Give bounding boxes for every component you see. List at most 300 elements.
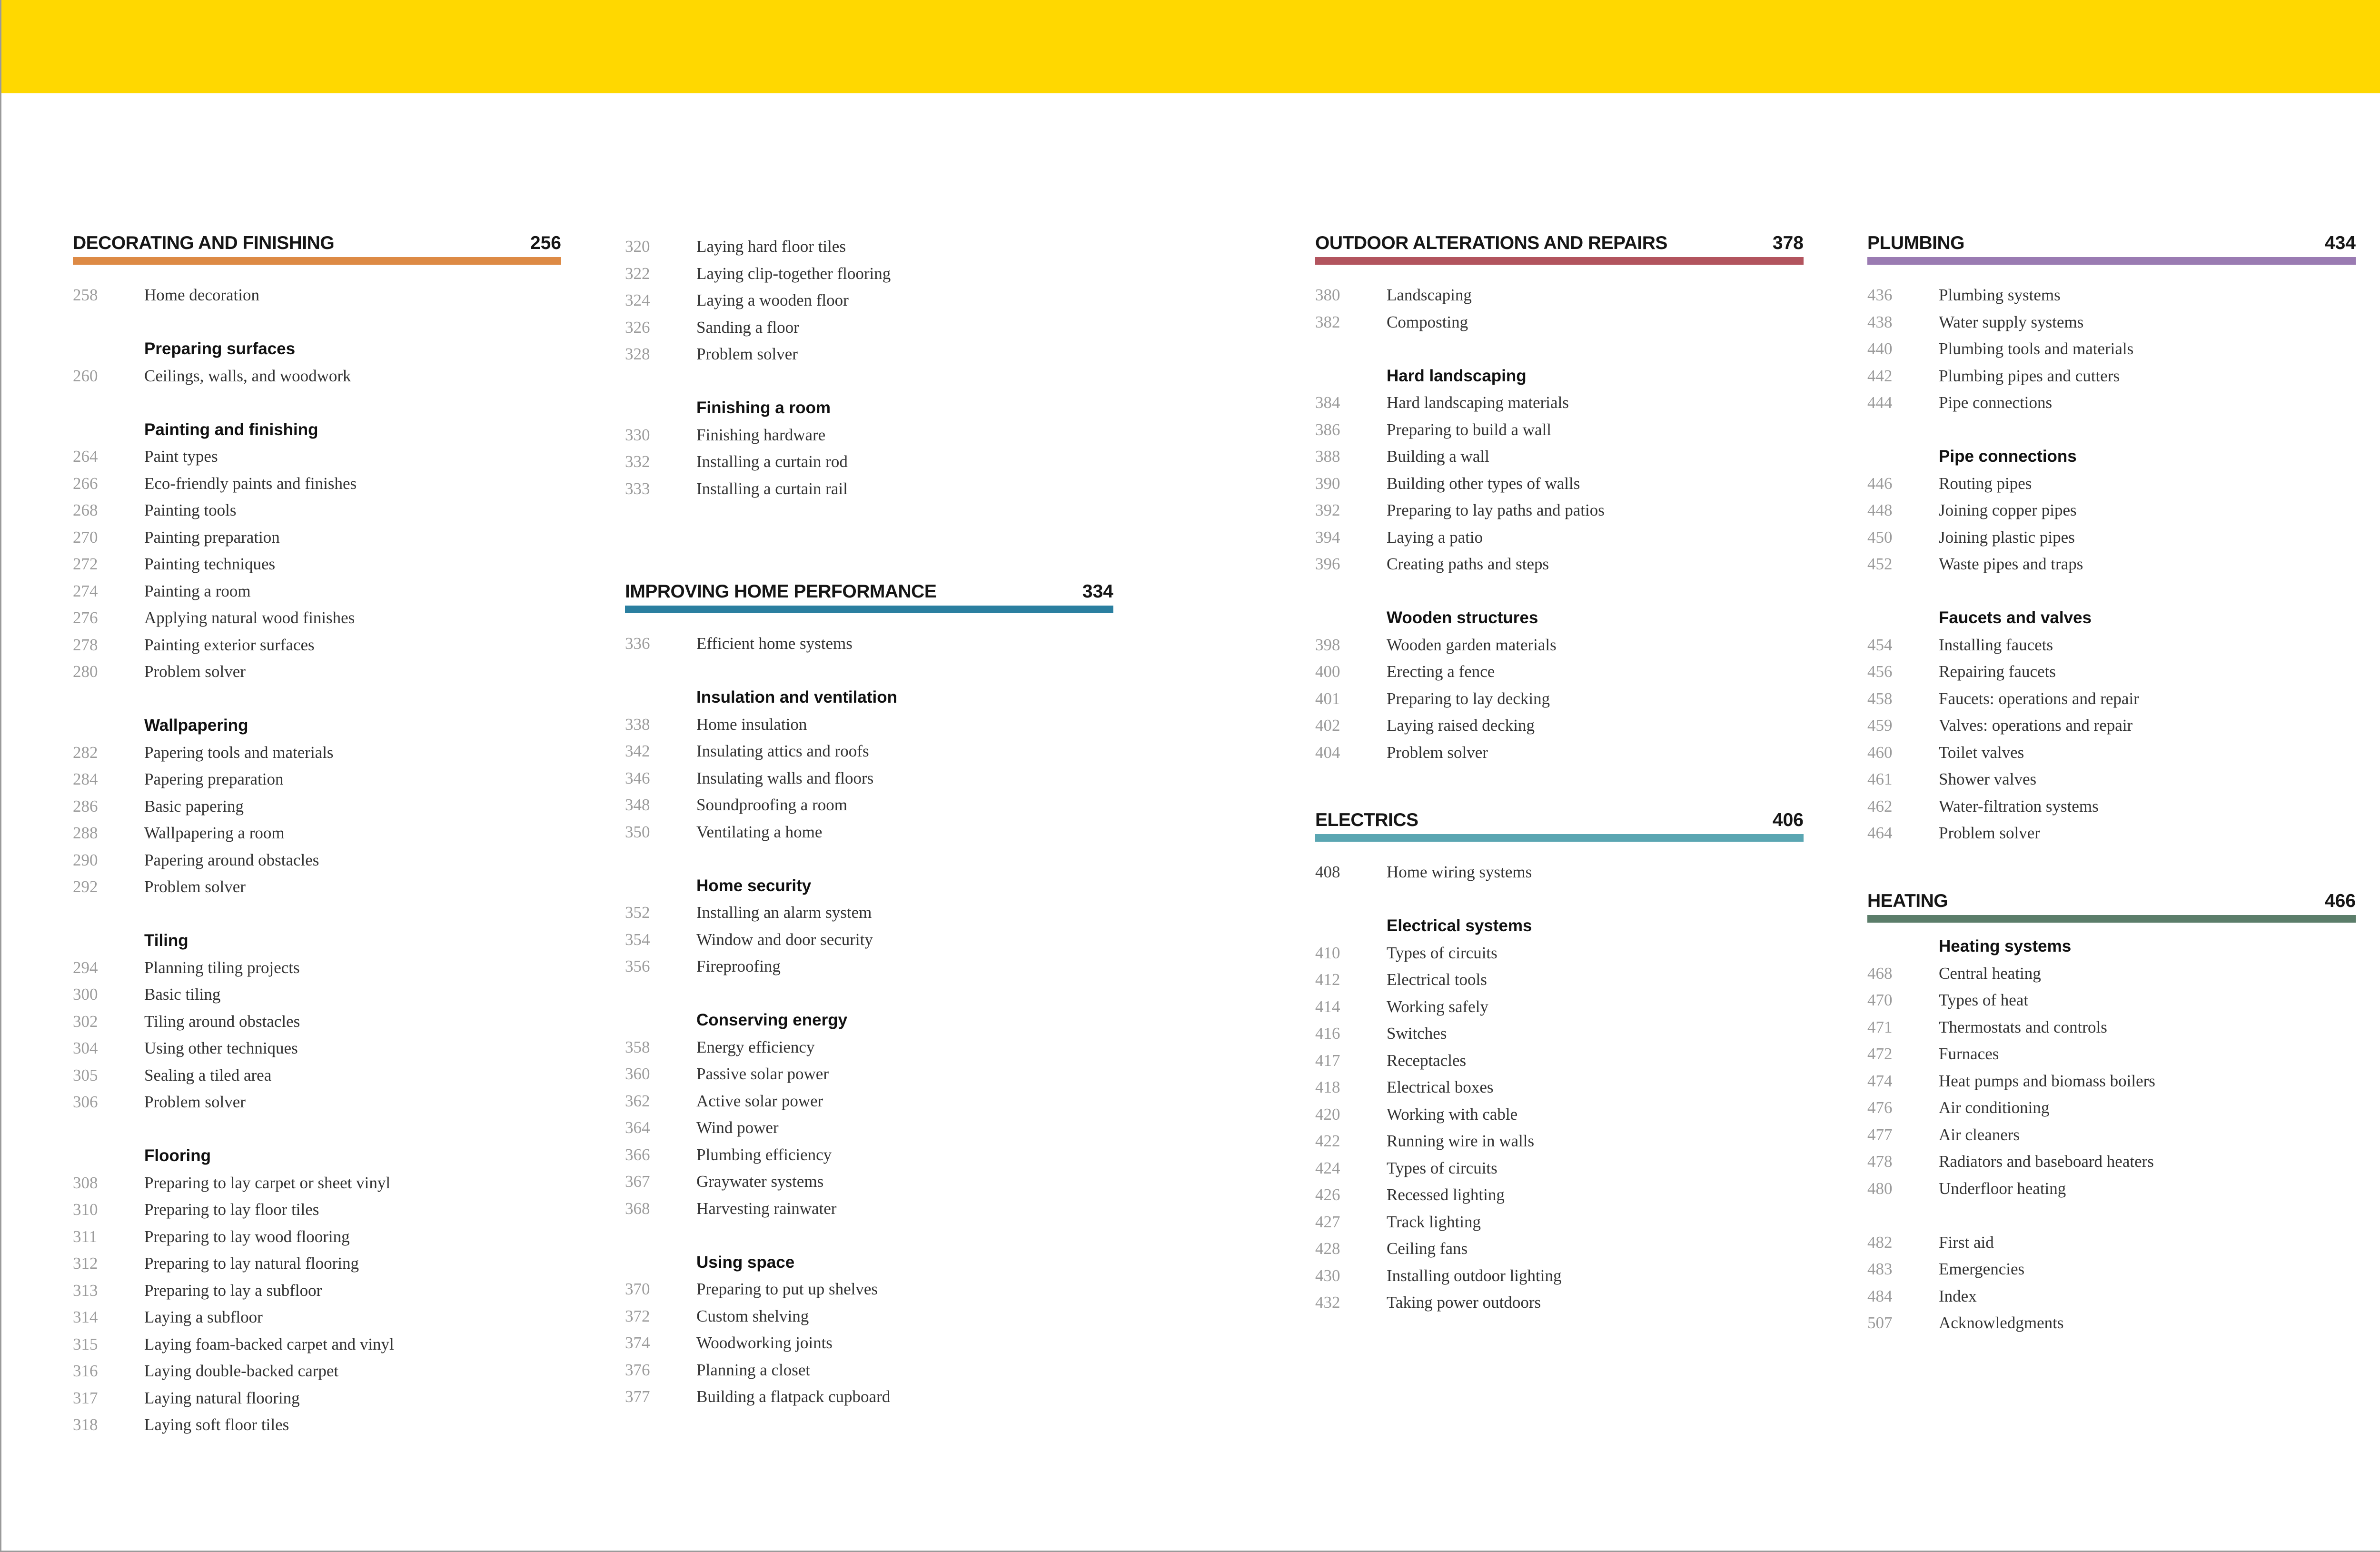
toc-entry[interactable]	[1867, 389, 2356, 417]
toc-entry[interactable]	[1315, 417, 1804, 444]
page-number: 258	[73, 286, 98, 305]
page-number: 396	[1315, 555, 1340, 574]
page-number: 342	[625, 742, 650, 761]
toc-entry[interactable]	[1867, 793, 2356, 820]
page-number: 272	[73, 555, 98, 574]
toc-entry[interactable]	[1867, 960, 2356, 987]
page-number: 260	[73, 366, 98, 385]
toc-entry[interactable]	[1315, 470, 1804, 497]
section-header-electrics	[1315, 806, 1804, 842]
toc-entry[interactable]	[1867, 1068, 2356, 1095]
toc-entry[interactable]	[1867, 1256, 2356, 1283]
entry-title: Papering tools and materials	[144, 743, 334, 762]
toc-entry[interactable]	[625, 926, 1113, 954]
entry-title: Track lighting	[1387, 1212, 1481, 1231]
page-number: 304	[73, 1039, 98, 1058]
toc-entry[interactable]	[73, 578, 561, 605]
entry-title: Working with cable	[1387, 1104, 1518, 1124]
entry-title: Papering preparation	[144, 770, 284, 789]
toc-entry[interactable]	[1867, 1229, 2356, 1256]
entry-title: Installing a curtain rod	[696, 452, 848, 471]
toc-entry[interactable]	[1867, 632, 2356, 659]
toc-entry[interactable]	[1315, 309, 1804, 336]
entry-title: Paint types	[144, 447, 218, 466]
toc-entry[interactable]	[1867, 820, 2356, 847]
subsection-heading: Home security	[696, 876, 812, 895]
page-number: 280	[73, 662, 98, 681]
entry-title: Joining plastic pipes	[1939, 527, 2075, 547]
entry-title: Installing an alarm system	[696, 903, 872, 922]
page-number: 313	[73, 1281, 98, 1300]
entry-title: Painting tools	[144, 501, 237, 520]
toc-entry[interactable]	[625, 287, 1113, 314]
entry-title: Laying foam-backed carpet and vinyl	[144, 1334, 394, 1353]
toc-entry[interactable]	[73, 1385, 561, 1412]
toc-entry[interactable]	[1867, 766, 2356, 793]
subsection-heading: Insulation and ventilation	[696, 688, 897, 707]
toc-entry[interactable]	[1867, 1310, 2356, 1337]
page-number: 264	[73, 447, 98, 466]
toc-entry[interactable]	[625, 765, 1113, 792]
toc-entry[interactable]	[73, 981, 561, 1008]
page-number: 290	[73, 850, 98, 869]
toc-entry[interactable]	[1315, 524, 1804, 551]
toc-entry[interactable]	[1315, 994, 1804, 1021]
page-number: 282	[73, 743, 98, 762]
toc-entry[interactable]	[1315, 551, 1804, 578]
toc-entry[interactable]	[1315, 1101, 1804, 1128]
entry-title: Erecting a fence	[1387, 662, 1495, 681]
page-number: 424	[1315, 1158, 1340, 1177]
entry-title: Using other techniques	[144, 1039, 298, 1058]
page-number: 377	[625, 1387, 650, 1406]
toc-entry[interactable]	[73, 282, 561, 309]
toc-entry[interactable]	[1867, 686, 2356, 713]
page-number: 398	[1315, 635, 1340, 654]
entry-title: Composting	[1387, 312, 1468, 331]
page-number: 438	[1867, 312, 1893, 331]
toc-entry[interactable]	[1315, 1128, 1804, 1155]
toc-entry[interactable]	[625, 1168, 1113, 1195]
page-number: 482	[1867, 1233, 1893, 1252]
subsection-heading: Preparing surfaces	[144, 339, 296, 358]
entry-title: Preparing to lay floor tiles	[144, 1200, 319, 1219]
entry-title: Problem solver	[144, 1093, 246, 1112]
section-title: OUTDOOR ALTERATIONS AND REPAIRS	[1315, 233, 1667, 253]
page-number: 311	[73, 1227, 98, 1246]
toc-entry[interactable]	[625, 476, 1113, 503]
page-number: 427	[1315, 1212, 1340, 1231]
entry-title: Woodworking joints	[696, 1333, 833, 1353]
entry-title: Faucets: operations and repair	[1939, 689, 2139, 708]
toc-entry[interactable]	[625, 738, 1113, 765]
entry-title: Taking power outdoors	[1387, 1293, 1541, 1312]
toc-entry[interactable]	[73, 363, 561, 390]
entry-title: Ceilings, walls, and woodwork	[144, 366, 351, 385]
page-number: 352	[625, 903, 650, 922]
page-number: 292	[73, 877, 98, 896]
toc-entry[interactable]	[625, 314, 1113, 341]
toc-entry[interactable]	[1867, 336, 2356, 363]
entry-title: Wind power	[696, 1118, 779, 1137]
entry-title: Finishing hardware	[696, 425, 826, 444]
entry-title: Central heating	[1939, 964, 2041, 983]
toc-entry[interactable]	[1315, 940, 1804, 967]
entry-title: Laying raised decking	[1387, 716, 1535, 735]
page-number: 322	[625, 264, 650, 283]
page-number: 483	[1867, 1260, 1893, 1279]
subsection-heading: Wallpapering	[144, 716, 248, 735]
toc-entry[interactable]	[1315, 1235, 1804, 1263]
toc-entry[interactable]	[73, 874, 561, 901]
subsection-heading: Heating systems	[1939, 937, 2072, 956]
entry-title: Window and door security	[696, 930, 873, 949]
toc-entry[interactable]	[1867, 987, 2356, 1014]
toc-entry[interactable]	[1315, 282, 1804, 309]
entry-title: Laying natural flooring	[144, 1388, 300, 1407]
toc-entry[interactable]	[625, 630, 1113, 657]
toc-column-2-section	[625, 577, 1113, 1411]
page-number: 480	[1867, 1179, 1893, 1198]
page-number: 436	[1867, 286, 1893, 305]
subsection-heading: Wooden structures	[1387, 608, 1538, 627]
entry-title: Sealing a tiled area	[144, 1065, 272, 1084]
page-number: 382	[1315, 312, 1340, 331]
page-number: 286	[73, 796, 98, 816]
toc-entry[interactable]	[1867, 363, 2356, 390]
toc-entry[interactable]	[625, 233, 1113, 260]
entry-title: Active solar power	[696, 1091, 823, 1110]
page-number: 278	[73, 635, 98, 654]
toc-entry[interactable]	[625, 1088, 1113, 1115]
page-number: 507	[1867, 1313, 1893, 1333]
entry-title: Index	[1939, 1286, 1977, 1305]
page-number: 288	[73, 824, 98, 843]
toc-entry[interactable]	[73, 1250, 561, 1277]
page-number: 326	[625, 318, 650, 337]
toc-entry[interactable]	[1315, 712, 1804, 739]
toc-entry[interactable]	[625, 1276, 1113, 1303]
page-number: 401	[1315, 689, 1340, 708]
page-number: 468	[1867, 964, 1893, 983]
page-number: 305	[73, 1065, 98, 1084]
toc-column-1	[73, 229, 561, 1439]
page-number: 316	[73, 1362, 98, 1381]
page-number: 461	[1867, 770, 1893, 789]
entry-title: Preparing to lay a subfloor	[144, 1281, 322, 1300]
toc-entry[interactable]	[625, 260, 1113, 288]
page-number: 324	[625, 291, 650, 310]
toc-entry[interactable]	[1315, 686, 1804, 713]
entry-title: Preparing to lay carpet or sheet vinyl	[144, 1173, 391, 1192]
page-number: 442	[1867, 366, 1893, 385]
toc-entry[interactable]	[1867, 1122, 2356, 1149]
page-number: 440	[1867, 339, 1893, 358]
entry-title: Air conditioning	[1939, 1098, 2050, 1117]
page-number: 330	[625, 425, 650, 444]
section-title: ELECTRICS	[1315, 810, 1418, 830]
entry-title: Installing outdoor lighting	[1387, 1266, 1562, 1285]
toc-entry[interactable]	[1315, 632, 1804, 659]
page-number: 372	[625, 1306, 650, 1325]
page-number: 300	[73, 985, 98, 1004]
page-number: 394	[1315, 527, 1340, 547]
entry-title: Preparing to lay decking	[1387, 689, 1550, 708]
page-number: 462	[1867, 796, 1893, 816]
toc-entry[interactable]	[73, 1224, 561, 1251]
page-number: 306	[73, 1093, 98, 1112]
toc-entry[interactable]	[1867, 739, 2356, 766]
entry-title: Building a flatpack cupboard	[696, 1387, 891, 1406]
entry-title: Radiators and baseboard heaters	[1939, 1152, 2154, 1171]
page-number: 404	[1315, 743, 1340, 762]
page-number: 471	[1867, 1017, 1893, 1036]
page-number: 432	[1315, 1293, 1340, 1312]
page-number: 302	[73, 1012, 98, 1031]
page-number: 422	[1315, 1132, 1340, 1151]
entry-title: Energy efficiency	[696, 1037, 815, 1056]
entry-title: Pipe connections	[1939, 393, 2053, 412]
subsection-heading: Flooring	[144, 1146, 211, 1165]
toc-entry[interactable]	[625, 1114, 1113, 1142]
toc-entry[interactable]	[625, 953, 1113, 980]
toc-entry[interactable]	[73, 470, 561, 497]
page-number: 470	[1867, 991, 1893, 1010]
entry-title: Basic tiling	[144, 985, 221, 1004]
page-number: 458	[1867, 689, 1893, 708]
toc-entry[interactable]	[73, 605, 561, 632]
page-number: 338	[625, 715, 650, 734]
toc-entry[interactable]	[73, 793, 561, 820]
toc-entry[interactable]	[73, 443, 561, 470]
section-page-number: 466	[2324, 891, 2356, 911]
toc-entry[interactable]	[625, 422, 1113, 449]
section-page-number: 378	[1772, 233, 1804, 253]
page-number: 428	[1315, 1239, 1340, 1258]
toc-entry[interactable]	[625, 1142, 1113, 1169]
entry-title: Switches	[1387, 1024, 1447, 1043]
toc-entry[interactable]	[73, 551, 561, 578]
toc-entry[interactable]	[73, 820, 561, 847]
toc-entry[interactable]	[625, 792, 1113, 819]
toc-entry[interactable]	[1867, 1041, 2356, 1068]
page-number: 308	[73, 1173, 98, 1192]
toc-entry[interactable]	[1867, 470, 2356, 497]
toc-entry[interactable]	[625, 819, 1113, 846]
toc-entry[interactable]	[73, 1035, 561, 1062]
entry-title: Sanding a floor	[696, 318, 799, 337]
page-number: 426	[1315, 1185, 1340, 1204]
toc-entry[interactable]	[1315, 1209, 1804, 1236]
section-header-improving	[625, 577, 1113, 613]
subsection-heading: Pipe connections	[1939, 447, 2077, 466]
page-number: 366	[625, 1145, 650, 1164]
toc-entry[interactable]	[1315, 1182, 1804, 1209]
entry-title: Hard landscaping materials	[1387, 393, 1569, 412]
toc-entry[interactable]	[1867, 497, 2356, 524]
entry-title: Painting exterior surfaces	[144, 635, 315, 654]
entry-title: Building other types of walls	[1387, 474, 1580, 493]
entry-title: Routing pipes	[1939, 474, 2032, 493]
entry-title: Painting preparation	[144, 527, 280, 547]
toc-entry[interactable]	[1315, 389, 1804, 417]
toc-entry[interactable]	[625, 711, 1113, 738]
page-number: 418	[1315, 1078, 1340, 1097]
toc-entry[interactable]	[1867, 1014, 2356, 1041]
entry-title: Water-filtration systems	[1939, 796, 2099, 816]
toc-entry[interactable]	[1867, 524, 2356, 551]
page-number: 400	[1315, 662, 1340, 681]
page-number: 268	[73, 501, 98, 520]
toc-entry[interactable]	[625, 1330, 1113, 1357]
toc-entry[interactable]	[1315, 966, 1804, 994]
toc-entry[interactable]	[1867, 658, 2356, 686]
toc-entry[interactable]	[625, 899, 1113, 926]
page-number: 360	[625, 1065, 650, 1084]
page-number: 452	[1867, 555, 1893, 574]
page-number: 350	[625, 822, 650, 841]
entry-title: Heat pumps and biomass boilers	[1939, 1071, 2155, 1090]
entry-title: Ventilating a home	[696, 822, 823, 841]
page-number: 430	[1315, 1266, 1340, 1285]
toc-entry[interactable]	[625, 1195, 1113, 1223]
toc-entry[interactable]	[1867, 282, 2356, 309]
toc-entry[interactable]	[1867, 1175, 2356, 1203]
entry-title: Soundproofing a room	[696, 796, 847, 815]
section-body	[1867, 265, 2356, 847]
toc-entry[interactable]	[1315, 497, 1804, 524]
entry-title: Thermostats and controls	[1939, 1017, 2107, 1036]
page-number: 315	[73, 1334, 98, 1353]
toc-entry[interactable]	[625, 1061, 1113, 1088]
toc-entry[interactable]	[625, 1034, 1113, 1061]
entry-title: Installing faucets	[1939, 635, 2053, 654]
entry-title: Types of circuits	[1387, 1158, 1497, 1177]
page-number: 274	[73, 581, 98, 600]
page-number: 464	[1867, 824, 1893, 843]
page-number: 317	[73, 1388, 98, 1407]
page-number: 478	[1867, 1152, 1893, 1171]
toc-entry[interactable]	[1867, 1283, 2356, 1310]
entry-title: Shower valves	[1939, 770, 2037, 789]
toc-entry[interactable]	[1315, 443, 1804, 470]
subsection-heading: Finishing a room	[696, 398, 831, 418]
toc-entry[interactable]	[73, 1196, 561, 1224]
toc-entry[interactable]	[1315, 1155, 1804, 1182]
toc-entry[interactable]	[1867, 551, 2356, 578]
toc-entry[interactable]	[73, 497, 561, 524]
toc-entry[interactable]	[73, 766, 561, 793]
section-header-outdoor	[1315, 229, 1804, 265]
page-number: 368	[625, 1199, 650, 1218]
page-number: 472	[1867, 1045, 1893, 1064]
toc-entry[interactable]	[73, 847, 561, 874]
section-page-number: 434	[2324, 233, 2356, 253]
page-number: 410	[1315, 943, 1340, 962]
section-header-heating	[1867, 886, 2356, 923]
page-number: 414	[1315, 997, 1340, 1016]
toc-entry[interactable]	[73, 1358, 561, 1385]
toc-entry[interactable]	[1315, 1020, 1804, 1047]
toc-entry[interactable]	[625, 341, 1113, 368]
toc-entry[interactable]	[625, 1383, 1113, 1411]
toc-entry[interactable]	[73, 524, 561, 551]
entry-title: Working safely	[1387, 997, 1488, 1016]
entry-title: Insulating walls and floors	[696, 768, 874, 787]
page-number: 484	[1867, 1286, 1893, 1305]
entry-title: Painting techniques	[144, 555, 276, 574]
section-body	[1315, 842, 1804, 1316]
toc-entry[interactable]	[73, 632, 561, 659]
section-title: HEATING	[1867, 891, 1948, 911]
toc-entry[interactable]	[625, 448, 1113, 476]
entry-title: Valves: operations and repair	[1939, 716, 2133, 735]
toc-entry[interactable]	[1315, 739, 1804, 766]
toc-entry[interactable]	[73, 1008, 561, 1035]
entry-title: Planning a closet	[696, 1360, 811, 1379]
entry-title: Landscaping	[1387, 286, 1472, 305]
subsection-heading: Painting and finishing	[144, 420, 318, 439]
toc-column-4-heating	[1867, 886, 2356, 1337]
entry-title: Creating paths and steps	[1387, 555, 1549, 574]
entry-title: Custom shelving	[696, 1306, 809, 1325]
toc-entry[interactable]	[73, 1089, 561, 1116]
toc-entry[interactable]	[73, 1277, 561, 1304]
page-number: 370	[625, 1280, 650, 1299]
toc-entry[interactable]	[625, 1357, 1113, 1384]
toc-entry[interactable]	[1315, 1074, 1804, 1101]
page-number: 444	[1867, 393, 1893, 412]
toc-entry[interactable]	[1867, 309, 2356, 336]
toc-entry[interactable]	[1315, 1047, 1804, 1074]
entry-title: Types of circuits	[1387, 943, 1497, 962]
toc-column-4	[1867, 229, 2356, 847]
toc-entry[interactable]	[73, 1331, 561, 1358]
section-title: IMPROVING HOME PERFORMANCE	[625, 581, 937, 602]
toc-entry[interactable]	[1867, 712, 2356, 739]
entry-title: Laying soft floor tiles	[144, 1415, 289, 1434]
entry-title: Papering around obstacles	[144, 850, 319, 869]
entry-title: Preparing to put up shelves	[696, 1280, 878, 1299]
toc-entry[interactable]	[625, 1303, 1113, 1330]
entry-title: Problem solver	[1387, 743, 1488, 762]
toc-entry[interactable]	[73, 1412, 561, 1439]
toc-entry[interactable]	[1315, 1263, 1804, 1290]
toc-entry[interactable]	[1867, 1094, 2356, 1122]
section-body	[625, 613, 1113, 1411]
page-number: 354	[625, 930, 650, 949]
entry-title: Problem solver	[144, 662, 246, 681]
page-number: 346	[625, 768, 650, 787]
toc-entry[interactable]	[73, 658, 561, 686]
toc-entry[interactable]	[73, 1304, 561, 1331]
toc-entry[interactable]	[1315, 1289, 1804, 1316]
page-number: 474	[1867, 1071, 1893, 1090]
entry-title: Home decoration	[144, 286, 259, 305]
page-number: 392	[1315, 501, 1340, 520]
toc-entry[interactable]	[1315, 658, 1804, 686]
toc-entry[interactable]	[73, 1170, 561, 1197]
toc-entry[interactable]	[73, 955, 561, 982]
entry-title: Basic papering	[144, 796, 244, 816]
toc-entry[interactable]	[1315, 859, 1804, 886]
entry-title: Wallpapering a room	[144, 824, 285, 843]
entry-title: Recessed lighting	[1387, 1185, 1505, 1204]
page-number: 417	[1315, 1051, 1340, 1070]
toc-entry[interactable]	[73, 739, 561, 766]
toc-entry[interactable]	[1867, 1148, 2356, 1175]
toc-entry[interactable]	[73, 1062, 561, 1089]
